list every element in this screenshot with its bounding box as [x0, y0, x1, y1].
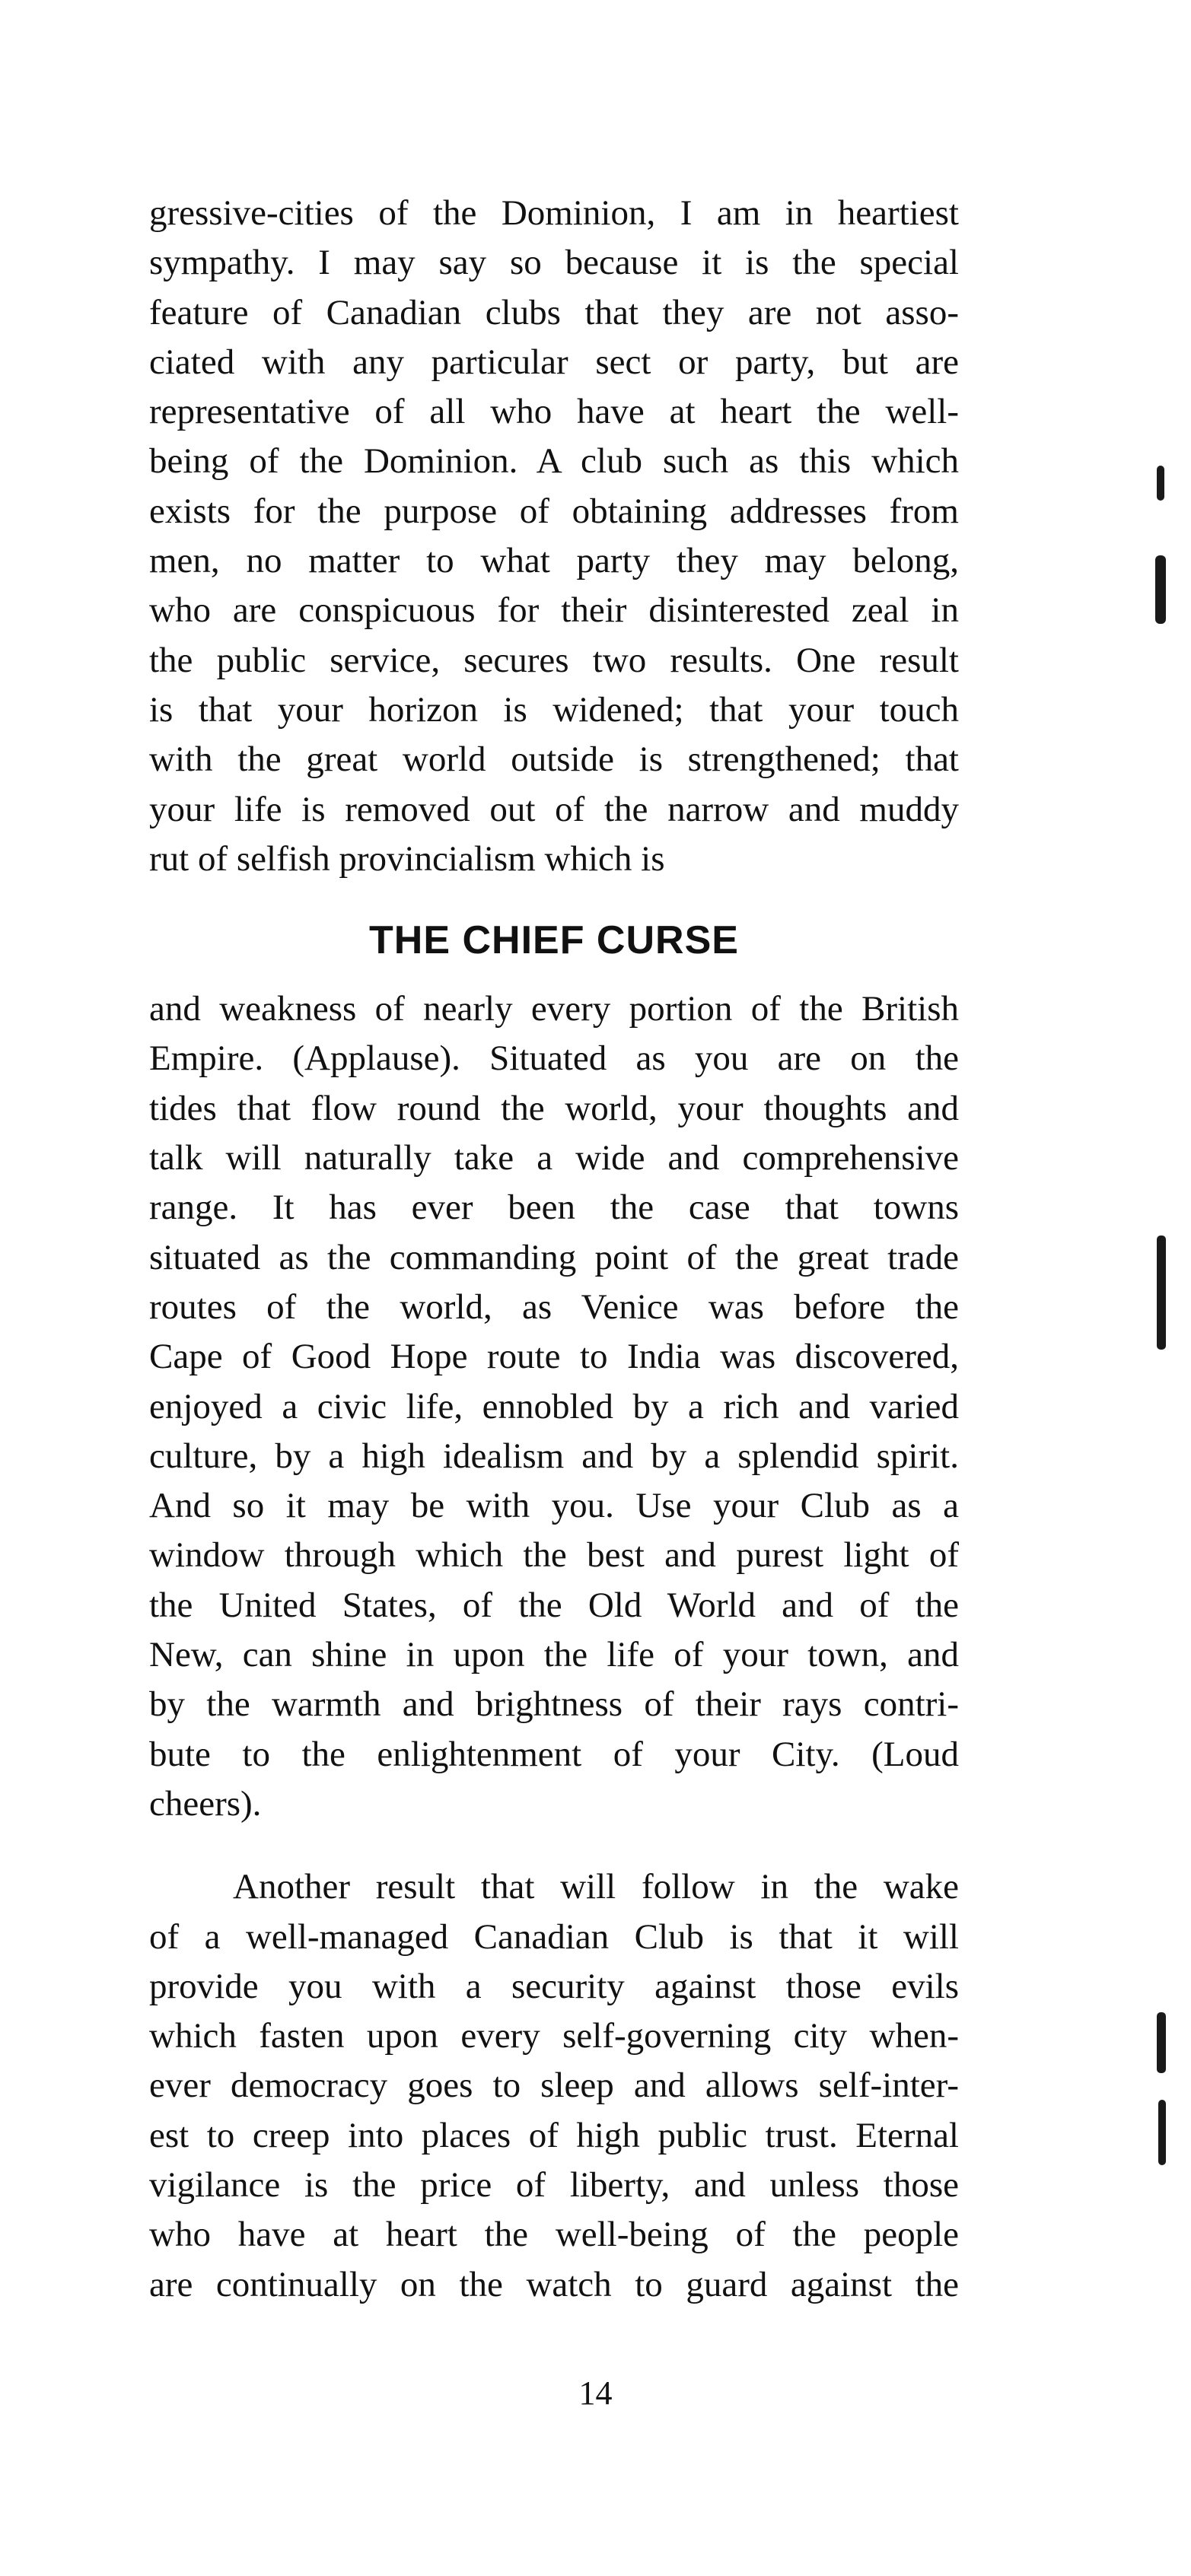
text-line: provide you with a security against those evils [149, 1966, 959, 2006]
text-line: the United States, of the Old World and of the [149, 1585, 959, 1625]
section-heading: THE CHIEF CURSE [369, 918, 739, 963]
text-line: Empire. (Applause). Situated as you are on the [149, 1038, 959, 1079]
text-line: by the warmth and brightness of their rays contri- [149, 1684, 959, 1725]
text-line: gressive-cities of the Dominion, I am in heartiest [149, 193, 959, 233]
text-line: being of the Dominion. A club such as this which [149, 441, 959, 482]
text-line: Cape of Good Hope route to India was discovered, [149, 1337, 959, 1377]
binding-mark [1157, 2012, 1166, 2073]
text-line: exists for the purpose of obtaining addresses from [149, 491, 959, 531]
text-line: your life is removed out of the narrow and muddy [149, 789, 959, 829]
text-line: which fasten upon every self-governing city when- [149, 2016, 959, 2056]
text-line: men, no matter to what party they may belong, [149, 541, 959, 581]
binding-mark [1157, 466, 1164, 501]
text-line: representative of all who have at heart the well- [149, 392, 959, 432]
text-line: of a well-managed Canadian Club is that it will [149, 1916, 959, 1957]
text-line: situated as the commanding point of the great trade [149, 1237, 959, 1277]
binding-mark [1157, 1236, 1166, 1350]
text-line: window through which the best and purest light of [149, 1535, 959, 1576]
text-line: vigilance is the price of liberty, and unless those [149, 2164, 959, 2205]
text-line: And so it may be with you. Use your Club as a [149, 1486, 959, 1526]
paragraph-3 [149, 1862, 959, 2310]
text-line: Another result that will follow in the wake [233, 1867, 959, 1907]
binding-mark [1158, 2100, 1166, 2165]
body-text [149, 189, 959, 2310]
text-line: rut of selfish provincialism which is [149, 838, 665, 879]
text-line: ever democracy goes to sleep and allows self-inter- [149, 2066, 959, 2106]
text-line: cheers). [149, 1783, 262, 1824]
text-line: talk will naturally take a wide and comprehensive [149, 1138, 959, 1178]
text-line: range. It has ever been the case that towns [149, 1188, 959, 1228]
paragraph-spacer [149, 1829, 959, 1862]
text-line: who are conspicuous for their disinterested zeal in [149, 590, 959, 631]
text-line: the public service, secures two results. One result [149, 640, 959, 680]
binding-mark [1155, 555, 1166, 624]
text-line: est to creep into places of high public trust. Eternal [149, 2115, 959, 2155]
text-line: are continually on the watch to guard against the [149, 2264, 959, 2304]
paragraph-2 [149, 984, 959, 1829]
text-line: ciated with any particular sect or party, but are [149, 342, 959, 382]
text-line: sympathy. I may say so because it is the special [149, 243, 959, 283]
paragraph-1 [149, 189, 959, 884]
page-number: 14 [578, 2374, 613, 2412]
text-line: who have at heart the well-being of the people [149, 2215, 959, 2255]
text-line: is that your horizon is widened; that your touch [149, 689, 959, 730]
text-line: bute to the enlightenment of your City. (Loud [149, 1734, 959, 1774]
text-line: with the great world outside is strengthened; that [149, 739, 959, 780]
text-line: enjoyed a civic life, ennobled by a rich and varied [149, 1386, 959, 1426]
text-line: culture, by a high idealism and by a splendid spirit. [149, 1436, 959, 1476]
text-line: New, can shine in upon the life of your town, and [149, 1635, 959, 1675]
text-line: and weakness of nearly every portion of the British [149, 989, 959, 1029]
text-line: feature of Canadian clubs that they are not asso- [149, 292, 959, 332]
text-line: routes of the world, as Venice was before the [149, 1286, 959, 1327]
text-line: tides that flow round the world, your thoughts and [149, 1088, 959, 1128]
